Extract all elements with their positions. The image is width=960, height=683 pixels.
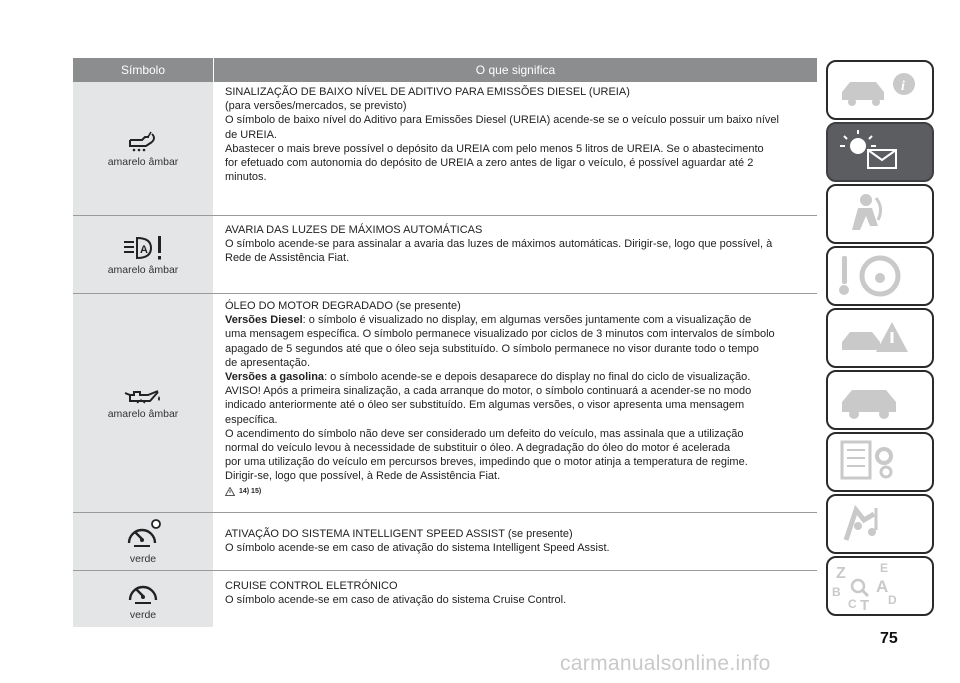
tab-index[interactable]: [826, 556, 934, 616]
color-label: verde: [129, 552, 157, 565]
tab-driving[interactable]: [826, 246, 934, 306]
text-line: [225, 313, 817, 327]
text-line: AVISO! Após a primeira sinalização, a cada arranque do motor, o símbolo continuará a acender-se no modo: [225, 385, 752, 398]
watermark: carmanualsonline.info: [560, 652, 771, 675]
text-span: : o símbolo acende-se e depois desaparece do display no final do ciclo de visualização.: [324, 371, 751, 384]
steering-wheel-icon: [828, 248, 932, 304]
text-line: SINALIZAÇÃO DE BAIXO NÍVEL DE ADITIVO PARA EMISSÕES DIESEL (UREIA): [225, 86, 630, 98]
color-label: amarelo âmbar: [107, 155, 179, 168]
text-span: : o símbolo é visualizado no display, em algumas versões juntamente com a visualização de: [302, 314, 752, 327]
color-label: verde: [129, 609, 157, 621]
car-maintenance-icon: [828, 372, 932, 428]
text-line: O símbolo acende-se em caso de ativação do sistema Cruise Control.: [225, 594, 567, 607]
tab-car-info[interactable]: [826, 60, 934, 120]
text-line: [225, 370, 817, 384]
table-row: [73, 82, 817, 216]
text-line: O símbolo acende-se para assinalar a avaria das luzes de máximos automáticas. Dirigir-se, logo que possível, à: [225, 238, 773, 251]
tab-warning-lights[interactable]: [826, 122, 934, 182]
meaning-cell: [213, 513, 817, 570]
text-line: O acendimento do símbolo não deve ser considerado um defeito do veículo, mas assinala que a utilização: [225, 427, 744, 440]
svg-text:D: D: [888, 593, 897, 607]
text-line: de UREIA.: [225, 128, 277, 141]
footnote-refs: [225, 485, 817, 499]
svg-text:Z: Z: [836, 565, 846, 582]
tab-maintenance[interactable]: [826, 370, 934, 430]
text-line: de apresentação.: [225, 356, 311, 369]
text-line: indicado anteriormente até o óleo ser substituído. Em algumas versões, o visor apresenta uma mensagem: [225, 399, 745, 412]
color-label: amarelo âmbar: [107, 408, 179, 420]
footnote-numbers: 14) 15): [239, 487, 262, 495]
symbol-cell: [73, 571, 213, 627]
text-line: CRUISE CONTROL ELETRÓNICO: [225, 580, 398, 592]
svg-text:C: C: [848, 597, 857, 611]
auto-high-beam-failure-icon: [121, 234, 165, 262]
text-line: específica.: [225, 413, 278, 426]
meaning-cell: [213, 571, 817, 627]
text-line: por uma utilização do veículo em percursos breves, impedindo que o motor atinja a temperatura de regime.: [225, 456, 748, 469]
meaning-cell: [213, 216, 817, 293]
text-line: ATIVAÇÃO DO SISTEMA INTELLIGENT SPEED ASSIST (se presente): [225, 528, 573, 540]
warning-lights-messages-icon: [828, 124, 932, 180]
airbag-seatbelt-icon: [828, 186, 932, 242]
tab-multimedia[interactable]: [826, 494, 934, 554]
svg-text:i: i: [901, 79, 905, 94]
text-line: (para versões/mercados, se previsto): [225, 100, 407, 113]
svg-text:A: A: [140, 243, 148, 256]
svg-text:B: B: [832, 585, 841, 599]
meaning-cell: [213, 82, 817, 215]
text-line: AVARIA DAS LUZES DE MÁXIMOS AUTOMÁTICAS: [225, 224, 483, 236]
svg-text:E: E: [880, 561, 889, 575]
page-number: 75: [880, 630, 898, 647]
table-row: [73, 571, 817, 627]
header-symbol: Símbolo: [73, 58, 214, 82]
diesel-versions-label: Versões Diesel: [225, 314, 303, 327]
tab-safety[interactable]: [826, 184, 934, 244]
text-line: for efetuado com autonomia do depósito de UREIA a zero antes de ligar o veículo, é possível aguardar até 2: [225, 157, 754, 170]
intelligent-speed-assist-icon: [123, 519, 163, 551]
text-line: apagado de 5 segundos até que o óleo seja substituído. O símbolo permanece no visor durante todo o tempo: [225, 342, 759, 355]
table-row: [73, 513, 817, 571]
svg-text:T: T: [860, 597, 870, 614]
symbol-cell: [73, 82, 213, 215]
attention-note-icon: [225, 487, 235, 496]
text-line: Dirigir-se, logo que possível, à Rede de Assistência Fiat.: [225, 470, 501, 483]
car-info-icon: [828, 62, 932, 118]
alphabetical-index-icon: [828, 558, 932, 614]
symbol-cell: [73, 294, 213, 512]
text-line: O símbolo acende-se em caso de ativação do sistema Intelligent Speed Assist.: [225, 542, 610, 555]
text-line: normal do veículo levou à necessidade de substituir o óleo. A degradação do óleo do motor é acelerada: [225, 442, 731, 455]
text-line: uma mensagem específica. O símbolo permanece visualizado por ciclos de 3 minutos com intervalos de símbolo: [225, 328, 775, 341]
technical-data-icon: [828, 434, 932, 490]
svg-text:A: A: [876, 577, 889, 596]
emergency-warning-icon: [828, 310, 932, 366]
tab-emergency[interactable]: [826, 308, 934, 368]
meaning-cell: [213, 294, 817, 512]
symbol-cell: [73, 216, 213, 293]
color-label: amarelo âmbar: [107, 263, 179, 276]
symbol-cell: [73, 513, 213, 570]
table-header: [73, 58, 817, 82]
table-row: [73, 216, 817, 294]
multimedia-icon: [828, 496, 932, 552]
text-line: Abastecer o mais breve possível o depósito da UREIA com pelo menos 5 litros de UREIA. Se o abastecimento: [225, 142, 764, 155]
table-row: [73, 294, 817, 513]
cruise-control-icon: [125, 577, 161, 607]
header-meaning: O que significa: [475, 63, 556, 77]
degraded-oil-icon: [123, 386, 163, 406]
text-line: Rede de Assistência Fiat.: [225, 252, 350, 265]
text-line: O símbolo de baixo nível do Aditivo para Emissões Diesel (UREIA) acende-se se o veículo possuir um baixo nível: [225, 114, 779, 127]
urea-low-icon: [126, 130, 160, 154]
text-line: minutos.: [225, 171, 267, 184]
petrol-versions-label: Versões a gasolina: [225, 371, 325, 384]
tab-technical-data[interactable]: [826, 432, 934, 492]
warning-symbols-table: [73, 58, 817, 627]
text-line: ÓLEO DO MOTOR DEGRADADO (se presente): [225, 300, 461, 312]
